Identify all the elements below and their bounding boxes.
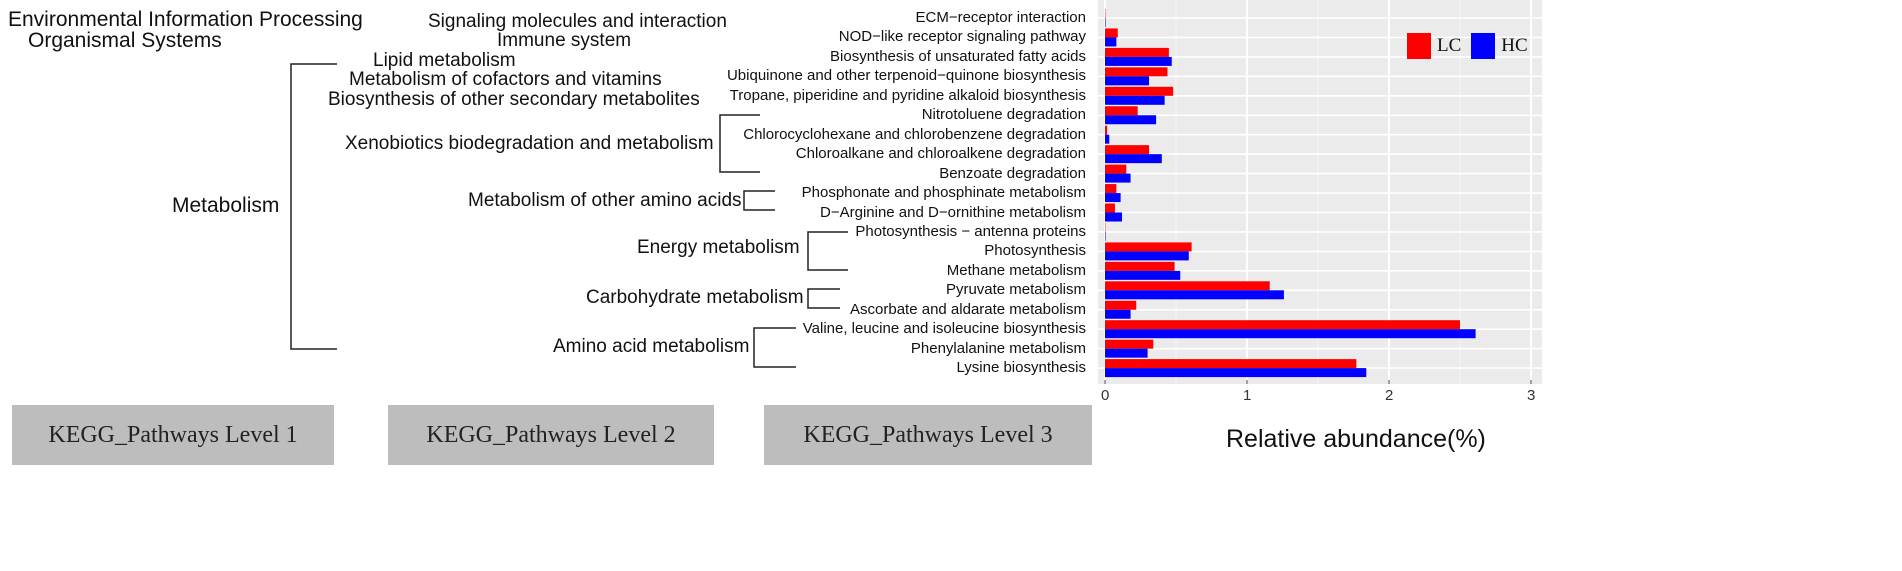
bar-lc: [1105, 242, 1192, 251]
level2-label: Metabolism of cofactors and vitamins: [349, 69, 662, 90]
bar-hc: [1105, 368, 1366, 377]
bar-lc: [1105, 87, 1173, 96]
legend-swatch-hc: [1471, 33, 1495, 59]
level3-label: ECM−receptor interaction: [915, 9, 1086, 26]
level1-metabolism-label: Metabolism: [172, 194, 280, 217]
x-tick-label: 2: [1385, 387, 1394, 404]
level2-label: Signaling molecules and interaction: [428, 11, 727, 32]
bar-hc: [1105, 290, 1284, 299]
carbohydrate-bracket: [808, 289, 840, 308]
bar-lc: [1105, 204, 1115, 213]
footer-level2-box: [388, 405, 714, 465]
bar-hc: [1105, 174, 1131, 183]
level3-label: Biosynthesis of unsaturated fatty acids: [830, 47, 1086, 65]
level2-label: Xenobiotics biodegradation and metabolism: [345, 133, 714, 154]
bar-lc: [1105, 48, 1169, 57]
legend-label-hc: HC: [1501, 35, 1528, 56]
x-axis-title: Relative abundance(%): [1226, 425, 1486, 453]
x-tick-label: 1: [1243, 387, 1252, 404]
level3-label: Chlorocyclohexane and chlorobenzene degradation: [743, 125, 1086, 143]
level3-label: Methane metabolism: [946, 261, 1086, 279]
level3-label: Nitrotoluene degradation: [921, 106, 1086, 124]
level2-label: Lipid metabolism: [373, 50, 516, 71]
footer-level3-label: KEGG_Pathways Level 3: [803, 421, 1053, 448]
other-amino-acids-bracket: [744, 191, 775, 210]
footer-level1-box: [12, 405, 334, 465]
level3-label: Ubiquinone and other terpenoid−quinone biosynthesis: [726, 67, 1086, 85]
bar-hc: [1105, 193, 1121, 202]
bar-hc: [1105, 154, 1162, 163]
bar-hc: [1105, 310, 1131, 319]
level3-label: Lysine biosynthesis: [956, 359, 1086, 377]
xenobiotics-bracket: [720, 115, 760, 172]
level3-label: Benzoate degradation: [939, 164, 1086, 182]
amino-acid-bracket: [754, 328, 796, 367]
bar-hc: [1105, 271, 1180, 280]
level3-label: Phenylalanine metabolism: [910, 339, 1086, 357]
legend-swatch-lc: [1407, 33, 1431, 59]
footer-level1-label: KEGG_Pathways Level 1: [48, 421, 298, 448]
x-tick-label: 3: [1527, 387, 1536, 404]
level3-label: Valine, leucine and isoleucine biosynthesis: [802, 320, 1086, 338]
legend-label-lc: LC: [1437, 35, 1462, 56]
metabolism-bracket: [291, 64, 337, 349]
bar-lc: [1105, 28, 1118, 37]
level3-label: Pyruvate metabolism: [945, 281, 1086, 299]
bar-hc: [1105, 135, 1109, 144]
bar-lc: [1105, 165, 1126, 174]
bar-hc: [1105, 18, 1106, 27]
level1-environmental-label: Environmental Information Processing: [8, 8, 363, 31]
level2-label: Carbohydrate metabolism: [586, 287, 804, 308]
bar-lc: [1105, 281, 1270, 290]
level2-label: Biosynthesis of other secondary metabolites: [328, 89, 700, 110]
bar-hc: [1105, 329, 1476, 338]
x-tick-label: 0: [1101, 387, 1110, 404]
level3-label: Ascorbate and aldarate metabolism: [850, 300, 1086, 318]
level2-label: Immune system: [497, 30, 632, 51]
bar-lc: [1105, 106, 1138, 115]
bar-lc: [1105, 340, 1153, 349]
bar-hc: [1105, 96, 1165, 105]
bar-lc: [1105, 320, 1460, 329]
energy-bracket: [808, 232, 848, 270]
bar-lc: [1105, 145, 1149, 154]
bar-hc: [1105, 349, 1148, 358]
level3-label: Tropane, piperidine and pyridine alkaloid biosynthesis: [729, 86, 1086, 104]
level1-organismal-label: Organismal Systems: [28, 29, 222, 52]
level3-label: D−Arginine and D−ornithine metabolism: [820, 203, 1086, 221]
level3-label: NOD−like receptor signaling pathway: [838, 28, 1086, 46]
level2-label: Amino acid metabolism: [553, 336, 750, 357]
bar-hc: [1105, 37, 1116, 46]
bar-lc: [1105, 359, 1356, 368]
level2-label: Energy metabolism: [637, 237, 800, 258]
level3-label: Phosphonate and phosphinate metabolism: [801, 184, 1086, 202]
footer-level2-label: KEGG_Pathways Level 2: [426, 421, 676, 448]
bar-lc: [1105, 184, 1116, 193]
bar-hc: [1105, 232, 1106, 241]
level3-label: Photosynthesis: [984, 242, 1086, 260]
footer-level3-box: [764, 405, 1092, 465]
legend: [1407, 32, 1528, 60]
bar-lc: [1105, 67, 1167, 76]
bar-hc: [1105, 57, 1172, 66]
bar-lc: [1105, 301, 1136, 310]
bar-hc: [1105, 213, 1122, 222]
bar-lc: [1105, 126, 1107, 135]
level2-label: Metabolism of other amino acids: [468, 190, 742, 211]
bar-lc: [1105, 262, 1175, 271]
level3-label: Photosynthesis − antenna proteins: [855, 222, 1086, 240]
level3-label: Chloroalkane and chloroalkene degradation: [795, 145, 1086, 163]
bar-hc: [1105, 115, 1156, 124]
bar-hc: [1105, 251, 1189, 260]
bar-hc: [1105, 76, 1149, 85]
